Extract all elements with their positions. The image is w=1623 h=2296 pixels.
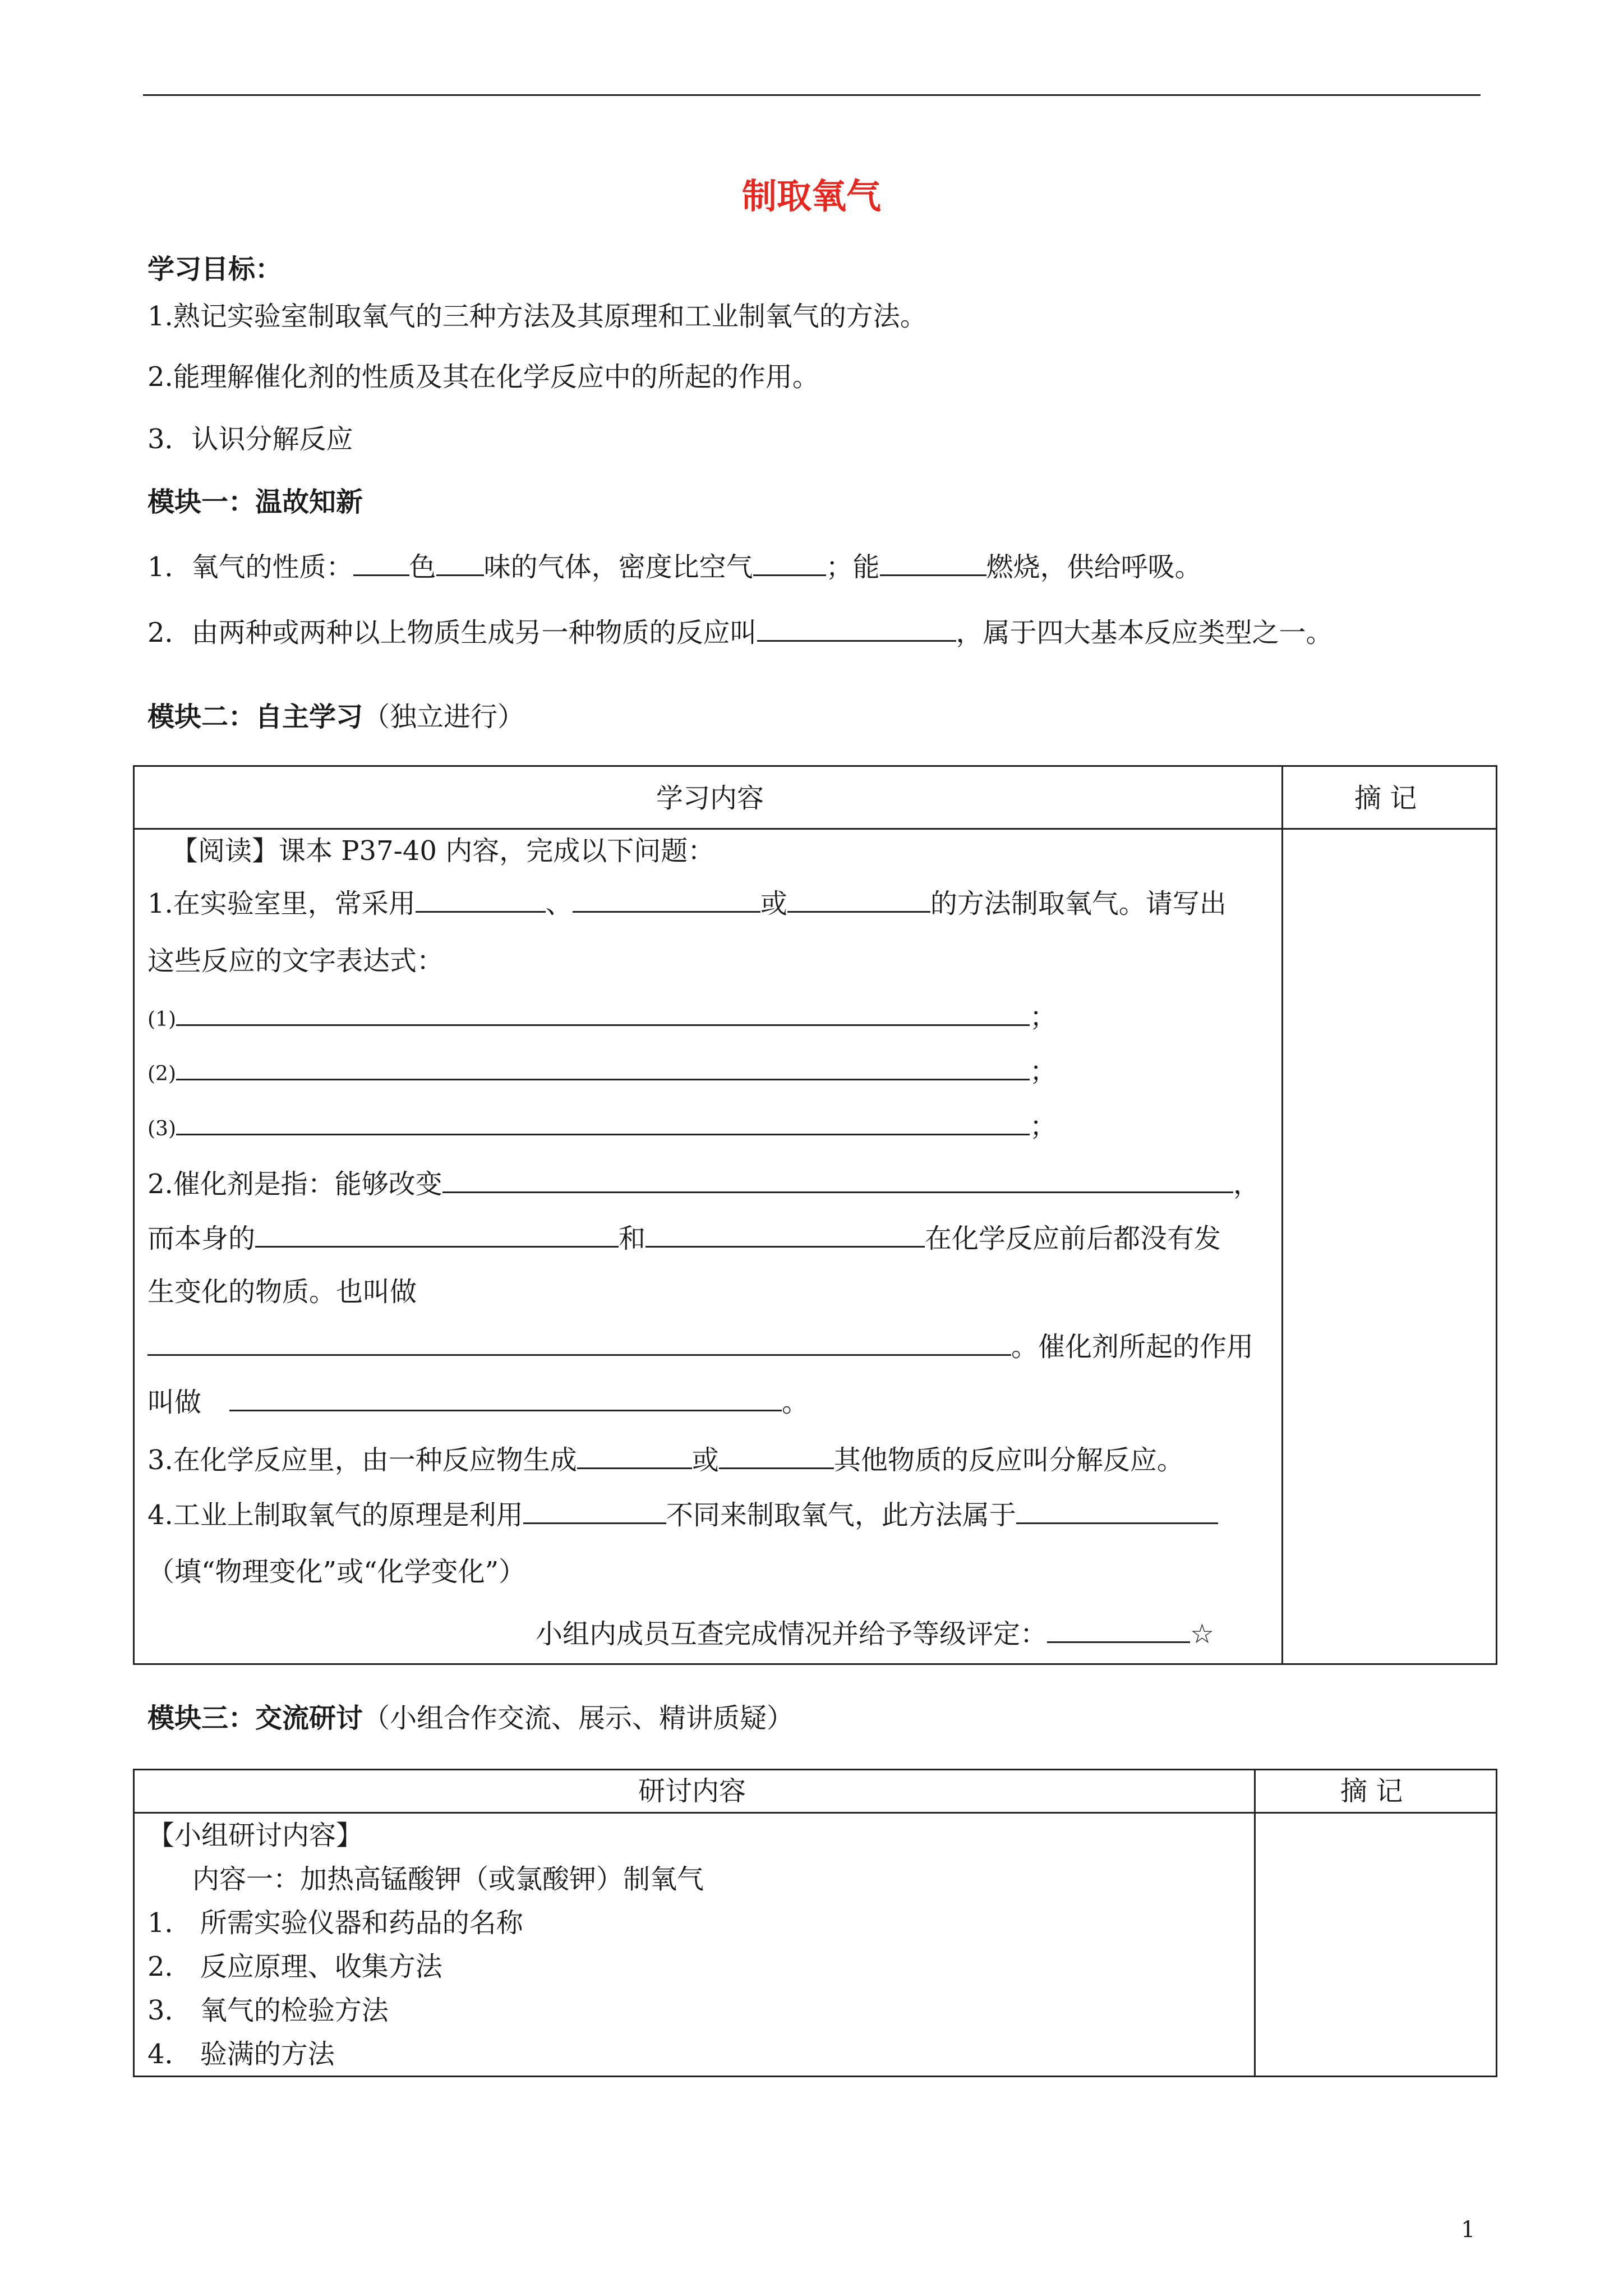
m2-question-2-line5 [147, 1385, 809, 1419]
discussion-item-4: 4． 验满的方法 [147, 2039, 335, 2070]
q-text: 色 [409, 551, 436, 583]
q-text: 或 [760, 888, 787, 919]
eq-label: (1) [147, 1008, 176, 1031]
table3-divider [1254, 1769, 1256, 2077]
q-text: 的方法制取氧气。请写出 [930, 888, 1227, 919]
top-rule [143, 94, 1481, 96]
q-text: 4.工业上制取氧气的原理是利用 [147, 1499, 523, 1531]
answer-blank[interactable] [880, 550, 986, 576]
m2-question-4-cont: （填“物理变化”或“化学变化”） [147, 1556, 526, 1588]
table2-col-content: 学习内容 [656, 783, 764, 814]
equation-blank[interactable] [176, 1059, 1030, 1080]
module2-note: （独立进行） [363, 701, 525, 733]
answer-blank[interactable] [255, 1221, 619, 1248]
table2-left-border [133, 765, 135, 1665]
table2-bottom-border [133, 1663, 1497, 1665]
q-text: 或 [691, 1444, 719, 1476]
discussion-item-3: 3． 氧气的检验方法 [147, 1995, 389, 2026]
equation-1 [147, 1000, 1057, 1037]
table2-top-border [133, 765, 1497, 767]
q-text: 。 [782, 1387, 809, 1418]
objective-2: 2.能理解催化剂的性质及其在化学反应中的所起的作用。 [147, 361, 819, 393]
answer-blank[interactable] [573, 886, 760, 913]
q-text: 和 [619, 1223, 646, 1254]
q-text: ，属于四大基本反应类型之一。 [956, 617, 1333, 648]
module3-note: （小组合作交流、展示、精讲质疑） [363, 1703, 794, 1734]
q-text: 在化学反应前后都没有发 [925, 1223, 1221, 1254]
answer-blank[interactable] [757, 615, 956, 642]
m2-question-1-cont: 这些反应的文字表达式： [147, 945, 444, 977]
equation-2 [147, 1055, 1057, 1091]
peer-review-label: 小组内成员互查完成情况并给予等级评定： [536, 1618, 1048, 1650]
answer-blank[interactable] [229, 1385, 782, 1411]
discussion-topic: 内容一：加热高锰酸钾（或氯酸钾）制氧气 [192, 1864, 704, 1895]
semicolon: ； [1030, 1001, 1057, 1033]
table3-bottom-border [133, 2076, 1497, 2077]
answer-blank[interactable] [753, 550, 826, 576]
table3-header-border [133, 1812, 1497, 1814]
answer-blank[interactable] [523, 1498, 666, 1524]
q-text: 叫做 [147, 1387, 202, 1418]
objectives-heading: 学习目标： [147, 254, 283, 285]
module1-heading: 模块一：温故知新 [147, 486, 363, 518]
answer-blank[interactable] [147, 1329, 1011, 1356]
star-icon: ☆ [1190, 1618, 1215, 1650]
table3-right-border [1496, 1769, 1497, 2077]
answer-blank[interactable] [436, 550, 484, 576]
q-text: 1.在实验室里，常采用 [147, 888, 416, 919]
answer-blank[interactable] [353, 550, 409, 576]
answer-blank[interactable] [442, 1167, 1233, 1193]
page-title: 制取氧气 [741, 176, 881, 217]
objective-3: 3．认识分解反应 [147, 424, 353, 455]
q-text: 2．由两种或两种以上物质生成另一种物质的反应叫 [147, 617, 757, 648]
q-text: 2.催化剂是指：能够改变 [147, 1168, 442, 1200]
discussion-item-2: 2． 反应原理、收集方法 [147, 1951, 442, 1982]
q-text: 、 [545, 888, 573, 919]
q-text: ；能 [826, 551, 880, 583]
table3-left-border [133, 1769, 135, 2077]
m2-question-2-line4 [147, 1329, 1253, 1364]
answer-blank[interactable] [787, 886, 930, 913]
q-text: 。催化剂所起的作用 [1011, 1331, 1254, 1363]
m2-question-2 [147, 1167, 1260, 1201]
equation-blank[interactable] [176, 1114, 1030, 1135]
answer-blank[interactable] [1016, 1498, 1218, 1524]
read-instruction: 【阅读】课本 P37-40 内容，完成以下问题： [171, 835, 715, 867]
q-text: 味的气体，密度比空气 [483, 551, 753, 583]
equation-3 [147, 1110, 1057, 1146]
module1-question-1 [147, 550, 1202, 584]
module2-title: 模块二：自主学习 [147, 701, 363, 733]
q-text: 不同来制取氧气，此方法属于 [666, 1499, 1016, 1531]
q-text: 燃烧，供给呼吸。 [986, 551, 1202, 583]
table2-header-border [133, 828, 1497, 830]
q-text: 而本身的 [147, 1223, 256, 1254]
table3-col-content: 研讨内容 [638, 1775, 746, 1807]
eq-label: (2) [147, 1062, 176, 1085]
answer-blank[interactable] [577, 1443, 692, 1469]
answer-blank[interactable] [645, 1221, 925, 1248]
table2-col-notes: 摘 记 [1354, 783, 1417, 814]
m2-question-2-line2 [147, 1221, 1221, 1255]
m2-question-3 [147, 1443, 1184, 1477]
q-text: 1．氧气的性质： [147, 551, 353, 583]
answer-blank[interactable] [416, 886, 546, 913]
discussion-item-1: 1． 所需实验仪器和药品的名称 [147, 1907, 523, 1939]
q-text: 其他物质的反应叫分解反应。 [833, 1444, 1184, 1476]
semicolon: ； [1030, 1056, 1057, 1087]
equation-blank[interactable] [176, 1004, 1030, 1026]
m2-question-4 [147, 1498, 1218, 1532]
objective-1: 1.熟记实验室制取氧气的三种方法及其原理和工业制氧气的方法。 [147, 301, 927, 332]
peer-review [536, 1617, 1214, 1651]
table3-col-notes: 摘 记 [1340, 1775, 1403, 1807]
semicolon: ； [1030, 1111, 1057, 1142]
module1-question-2 [147, 615, 1333, 650]
page-number: 1 [1461, 2217, 1476, 2243]
grade-blank[interactable] [1047, 1617, 1190, 1643]
module3-title: 模块三：交流研讨 [147, 1703, 363, 1734]
m2-question-1 [147, 886, 1227, 921]
q-text: ， [1233, 1168, 1260, 1200]
m2-question-2-line3: 生变化的物质。也叫做 [147, 1276, 417, 1308]
module2-heading [147, 700, 524, 734]
q-text: 3.在化学反应里，由一种反应物生成 [147, 1444, 577, 1476]
table2-right-border [1496, 765, 1497, 1665]
table3-top-border [133, 1769, 1497, 1770]
eq-label: (3) [147, 1117, 176, 1140]
module3-heading [147, 1701, 794, 1735]
group-discussion-heading: 【小组研讨内容】 [147, 1820, 363, 1851]
answer-blank[interactable] [719, 1443, 834, 1469]
table2-divider [1281, 765, 1283, 1665]
